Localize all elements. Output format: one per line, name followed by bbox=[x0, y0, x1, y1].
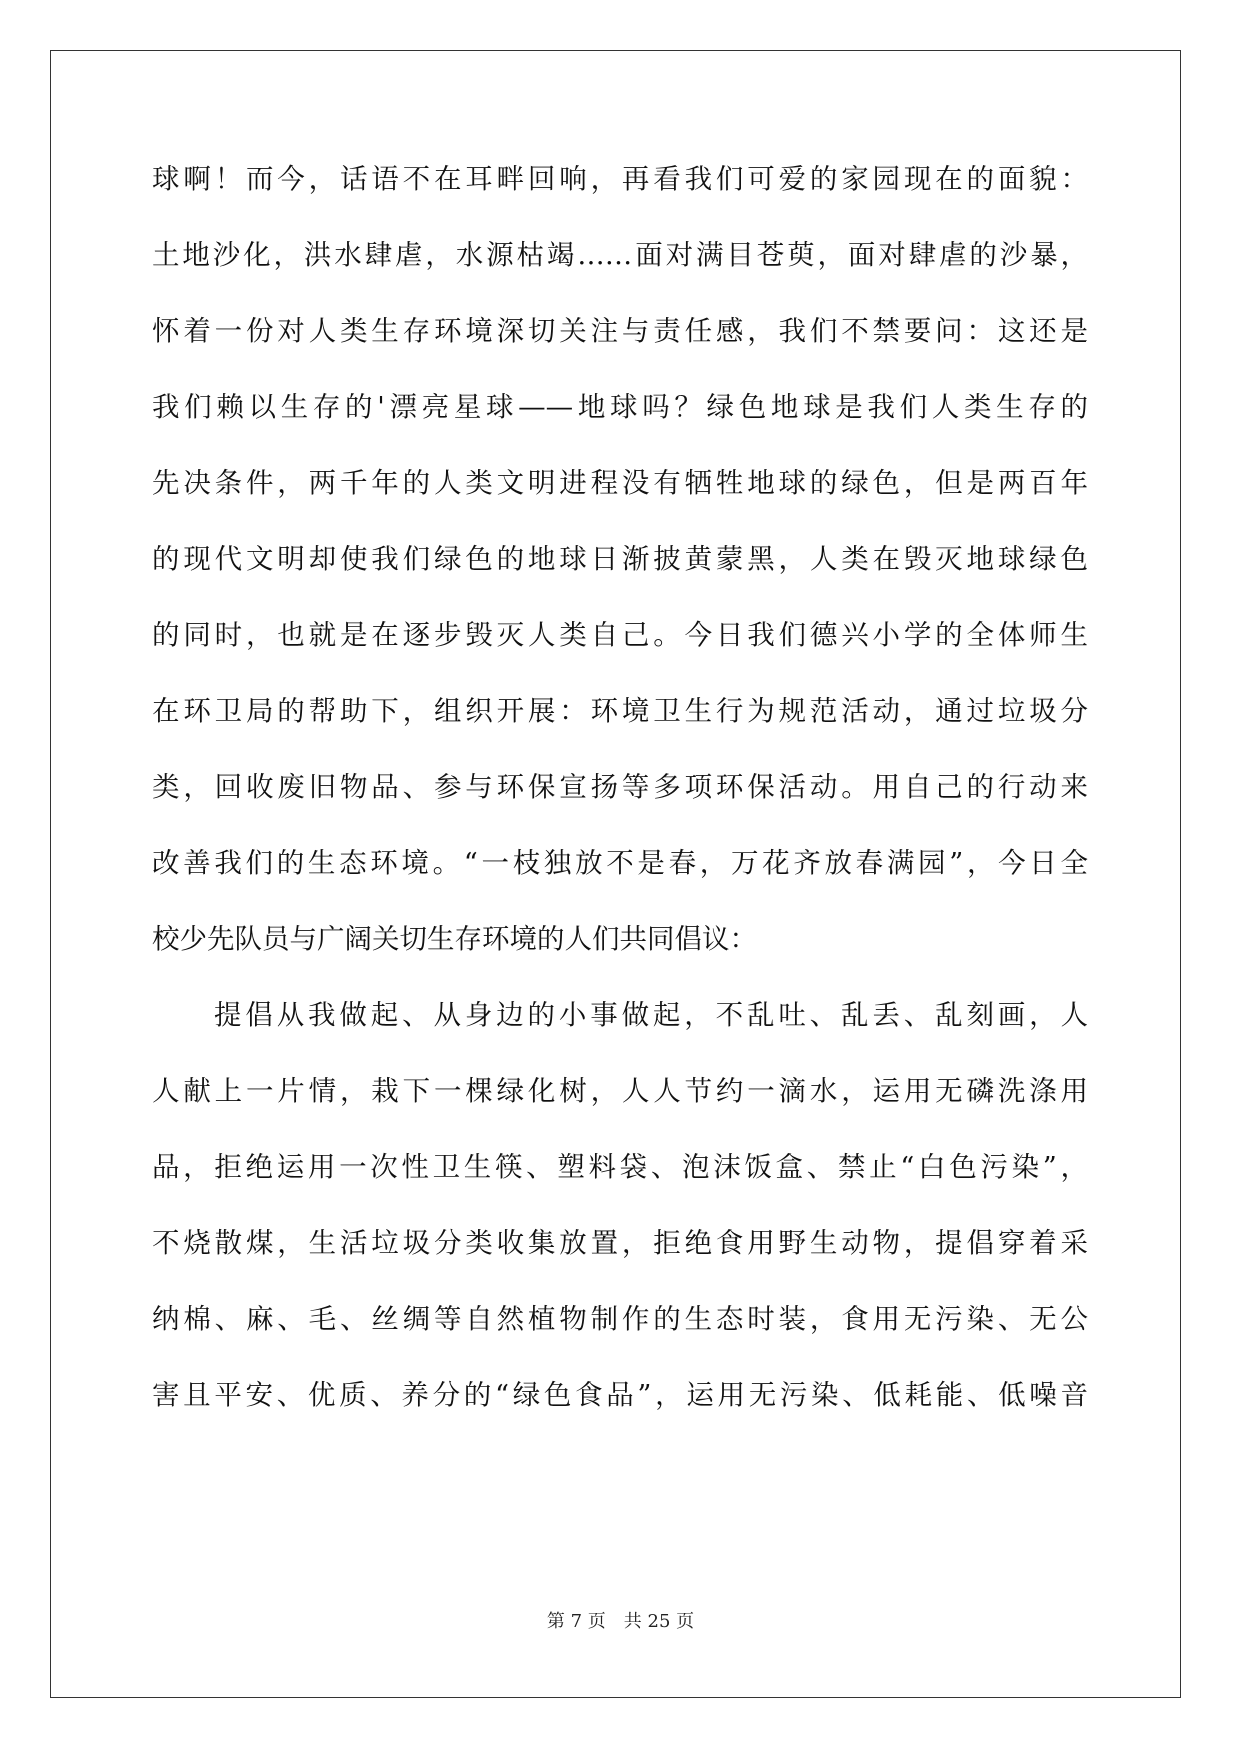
text-line: 的同时，也就是在逐步毁灭人类自己。今日我们德兴小学的全体师生 bbox=[152, 619, 1088, 651]
page-footer bbox=[0, 1612, 1241, 1632]
text-line: 怀着一份对人类生存环境深切关注与责任感，我们不禁要问：这还是 bbox=[152, 315, 1088, 347]
text-line: 类，回收废旧物品、参与环保宣扬等多项环保活动。用自己的行动来 bbox=[152, 771, 1088, 803]
text-line: 纳棉、麻、毛、丝绸等自然植物制作的生态时装，食用无污染、无公 bbox=[152, 1303, 1088, 1335]
text-line: 土地沙化，洪水肆虐，水源枯竭……面对满目苍萸，面对肆虐的沙暴， bbox=[152, 239, 1088, 271]
page-total: 共 25 页 bbox=[623, 1611, 695, 1632]
text-line: 我们赖以生存的'漂亮星球——地球吗？绿色地球是我们人类生存的 bbox=[152, 391, 1088, 423]
text-line: 球啊！而今，话语不在耳畔回响，再看我们可爱的家园现在的面貌： bbox=[152, 163, 1088, 195]
text-line: 的现代文明却使我们绿色的地球日渐披黄蒙黑，人类在毁灭地球绿色 bbox=[152, 543, 1088, 575]
text-line: 提倡从我做起、从身边的小事做起，不乱吐、乱丢、乱刻画，人 bbox=[214, 999, 1088, 1031]
text-line: 改善我们的生态环境。“一枝独放不是春，万花齐放春满园”，今日全 bbox=[152, 847, 1088, 879]
document-body bbox=[152, 163, 1088, 1458]
page-number: 第 7 页 bbox=[546, 1611, 606, 1632]
text-line: 在环卫局的帮助下，组织开展：环境卫生行为规范活动，通过垃圾分 bbox=[152, 695, 1088, 727]
text-line: 不烧散煤，生活垃圾分类收集放置，拒绝食用野生动物，提倡穿着采 bbox=[152, 1227, 1088, 1259]
text-line: 校少先队员与广阔关切生存环境的人们共同倡议： bbox=[152, 923, 757, 955]
text-line: 品，拒绝运用一次性卫生筷、塑料袋、泡沫饭盒、禁止“白色污染”， bbox=[152, 1151, 1088, 1183]
text-line: 先决条件，两千年的人类文明进程没有牺牲地球的绿色，但是两百年 bbox=[152, 467, 1088, 499]
text-line: 人献上一片情，栽下一棵绿化树，人人节约一滴水，运用无磷洗涤用 bbox=[152, 1075, 1088, 1107]
text-line: 害且平安、优质、养分的“绿色食品”，运用无污染、低耗能、低噪音 bbox=[152, 1379, 1088, 1411]
